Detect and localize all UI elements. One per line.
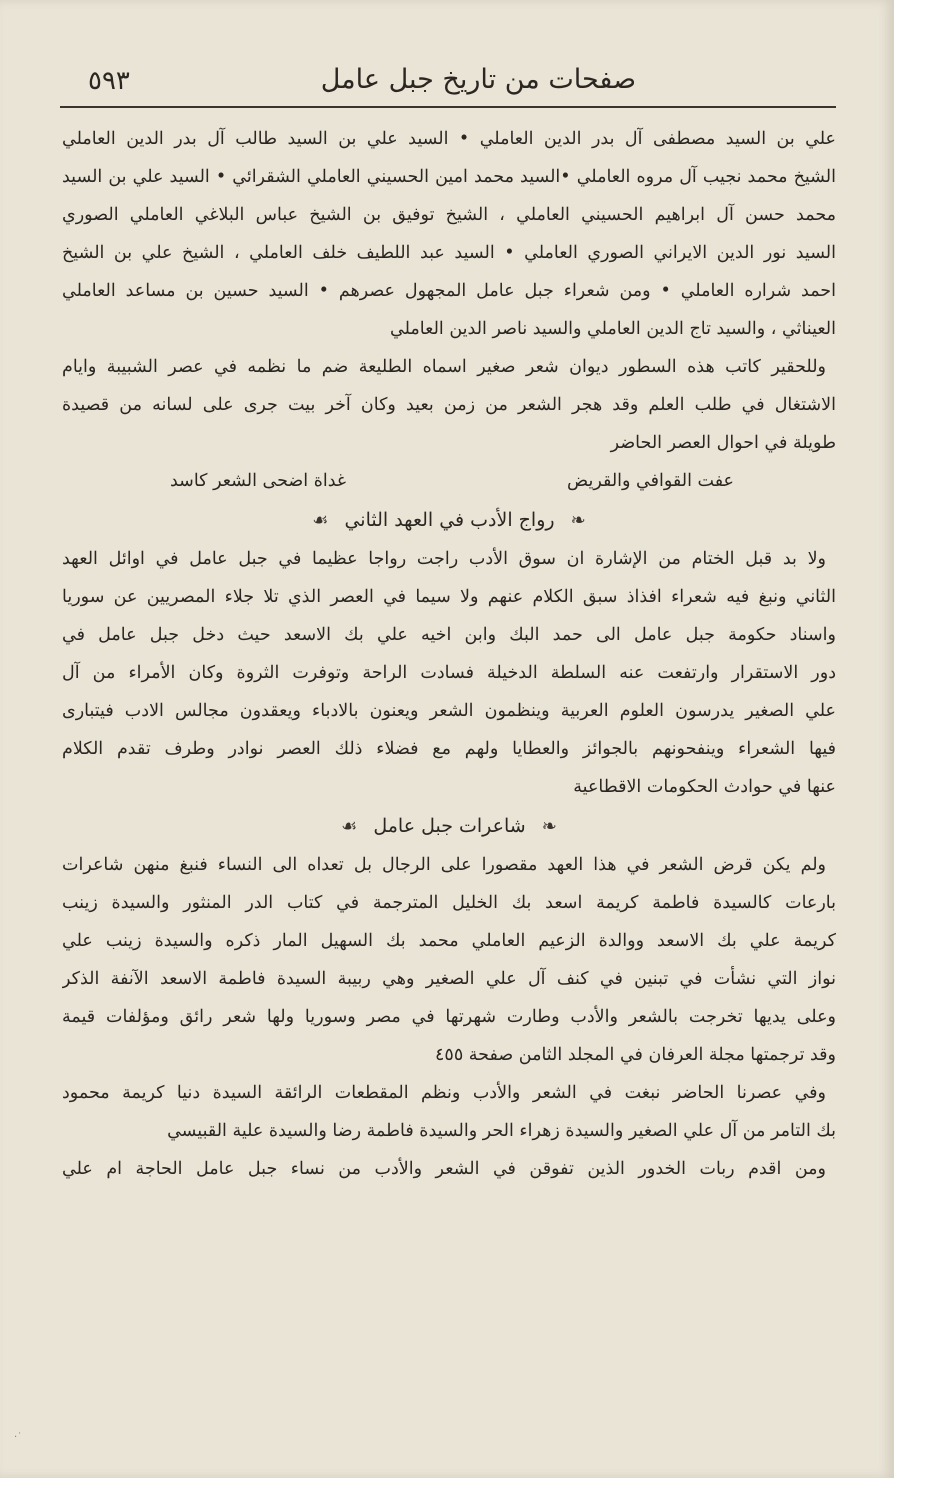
ornament-icon: ❧	[541, 816, 557, 837]
paragraph	[62, 348, 836, 462]
text-line: ولا بد قبل الختام من الإشارة ان سوق الأدب راجت رواجا عظيما في جبل عامل في اوائل العهد	[62, 549, 826, 569]
paragraph	[62, 846, 836, 1074]
text-line: كريمة علي بك الاسعد ووالدة الزعيم العاملي محمد بك السهيل المار ذكره والسيدة زينب علي	[62, 931, 836, 951]
text-line: وقد ترجمتها مجلة العرفان في المجلد الثامن صفحة ٤٥٥	[435, 1045, 836, 1065]
paragraph	[62, 120, 836, 348]
page-body	[62, 120, 836, 1188]
page-smudge: ·˙	[14, 1432, 23, 1443]
verse-hemistich-second: غداة اضحى الشعر كاسد	[170, 471, 347, 491]
paragraph	[62, 1150, 836, 1188]
text-line: دور الاستقرار وارتفعت عنه السلطة الدخيلة فسادت الراحة وتوفرت الثروة وكان الأمراء من آل	[62, 663, 836, 683]
paragraph	[62, 1074, 836, 1150]
text-line: الاشتغال في طلب العلم وقد هجر الشعر من زمن بعيد وكان آخر بيت جرى على لسانه من قصيدة	[62, 395, 836, 415]
text-line: وفي عصرنا الحاضر نبغت في الشعر والأدب ونظم المقطعات الرائقة السيدة دنيا كريمة محمود	[62, 1083, 826, 1103]
text-line: واسناد حكومة جبل عامل الى حمد البك وابن اخيه علي بك الاسعد حيث دخل جبل عامل في	[62, 625, 836, 645]
text-line: وعلى يديها تخرجت بالشعر والأدب وطارت شهرتها في مصر وسوريا ولها شعر رائق ومؤلفات قيمة	[62, 1007, 836, 1027]
section-heading-text: رواج الأدب في العهد الثاني	[344, 509, 555, 531]
ornament-icon: ❧	[570, 510, 586, 531]
section-heading	[62, 500, 836, 540]
ornament-icon: ☙	[312, 510, 329, 531]
text-line: علي بن السيد مصطفى آل بدر الدين العاملي • السيد علي بن السيد طالب آل بدر الدين العاملي	[62, 129, 836, 149]
text-line: علي الصغير يدرسون العلوم العربية وينظمون الشعر ويعنون بالادباء ويعقدون مجالس الادب فيتبارى	[62, 701, 836, 721]
running-title: صفحات من تاريخ جبل عامل	[320, 64, 636, 95]
page-number: ٥٩٣	[88, 66, 130, 96]
text-line: طويلة في احوال العصر الحاضر	[610, 433, 836, 453]
text-line: احمد شراره العاملي • ومن شعراء جبل عامل المجهول عصرهم • السيد حسين بن مساعد العاملي	[62, 281, 836, 301]
text-line: فيها الشعراء وينفحونهم بالجوائز والعطايا ولهم مع فضلاء ذلك العصر نوادر وطرف تقدم الكلام	[62, 739, 836, 759]
text-line: ولم يكن قرض الشعر في هذا العهد مقصورا على الرجال بل تعداه الى النساء فنبغ منهن شاعرات	[62, 855, 826, 875]
text-line: الشيخ محمد نجيب آل مروه العاملي •السيد محمد امين الحسيني العاملي الشقرائي • السيد علي بن السيد	[62, 167, 836, 187]
text-line: الثاني ونبغ فيه شعراء افذاذ سبق الكلام عنهم ولا سيما في العصر الذي تلا جلاء المصريين عن سوريا	[62, 587, 836, 607]
text-line: العيناثي ، والسيد تاج الدين العاملي والسيد ناصر الدين العاملي	[390, 319, 836, 339]
section-heading	[62, 806, 836, 846]
text-line: نواز التي نشأت في تبنين في كنف آل علي الصغير وهي ربيبة السيدة فاطمة الاسعد الآنفة الذكر	[62, 969, 836, 989]
text-line: بك التامر من آل علي الصغير والسيدة زهراء الحر والسيدة فاطمة رضا والسيدة علية القبيسي	[167, 1121, 836, 1141]
text-line: السيد نور الدين الايراني الصوري العاملي • السيد عبد اللطيف خلف العاملي ، الشيخ علي بن الشيخ	[62, 243, 836, 263]
text-line: عنها في حوادث الحكومات الاقطاعية	[573, 777, 836, 797]
text-line: وللحقير كاتب هذه السطور ديوان شعر صغير اسماه الطليعة ضم ما نظمه في عصر الشبيبة وايام	[62, 357, 826, 377]
poem-verse	[62, 462, 836, 500]
verse-hemistich-first: عفت القوافي والقريض	[567, 471, 734, 491]
text-line: بارعات كالسيدة فاطمة كريمة اسعد بك الخليل المترجمة في كتاب الدر المنثور والسيدة زينب	[62, 893, 836, 913]
ornament-icon: ☙	[341, 816, 358, 837]
section-heading-text: شاعرات جبل عامل	[373, 815, 526, 837]
page-header	[60, 58, 836, 108]
paragraph	[62, 540, 836, 806]
header-rule	[60, 106, 836, 108]
text-line: ومن اقدم ربات الخدور الذين تفوقن في الشعر والأدب من نساء جبل عامل الحاجة ام علي	[62, 1159, 826, 1179]
text-line: محمد حسن آل ابراهيم الحسيني العاملي ، الشيخ توفيق بن الشيخ عباس البلاغي العاملي الصوري	[62, 205, 836, 225]
